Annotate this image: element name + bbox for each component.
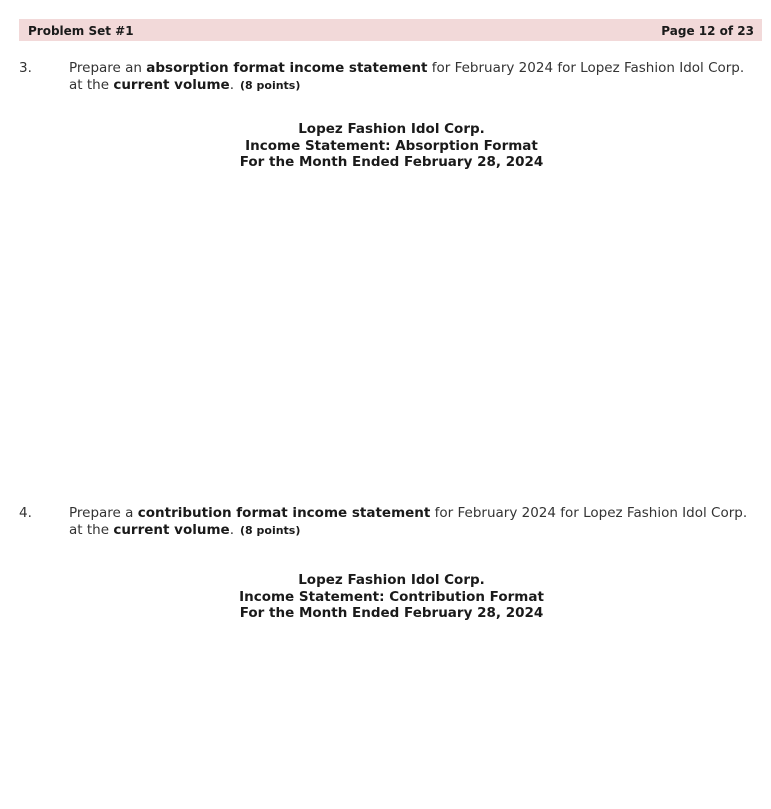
problem-emphasis: contribution format income statement [137,505,431,521]
problem-3 [19,60,749,94]
statement-period: For the Month Ended February 28, 2024 [239,605,544,621]
problem-set-label: Problem Set #1 [28,24,134,38]
points-label: (8 points) [240,524,301,537]
problem-text-pre: Prepare an [69,60,147,76]
problem-text [69,505,749,539]
problem-emphasis-volume: current volume [113,522,230,538]
problem-text-pre: Prepare a [69,505,138,521]
problem-text-post: . [229,522,234,538]
problem-4 [19,505,749,539]
statement-heading-4 [0,572,771,622]
problem-number: 4. [19,505,32,521]
problem-emphasis: absorption format income statement [146,60,428,76]
company-name: Lopez Fashion Idol Corp. [298,121,485,137]
page-header [19,19,762,42]
problem-number: 3. [19,60,32,76]
problem-text-mid: for February 2024 for Lopez Fashion Idol Corp. at the [69,60,745,93]
statement-period: For the Month Ended February 28, 2024 [239,154,544,170]
problem-emphasis-volume: current volume [113,77,230,93]
company-name: Lopez Fashion Idol Corp. [298,572,485,588]
page-number: Page 12 of 23 [661,24,754,38]
statement-title: Income Statement: Absorption Format [245,137,538,154]
points-label: (8 points) [240,79,301,92]
statement-heading-3 [0,121,771,171]
problem-text [69,60,749,94]
problem-text-mid: for February 2024 for Lopez Fashion Idol Corp. at the [69,505,748,538]
statement-title: Income Statement: Contribution Format [239,588,544,605]
problem-text-post: . [229,77,234,93]
